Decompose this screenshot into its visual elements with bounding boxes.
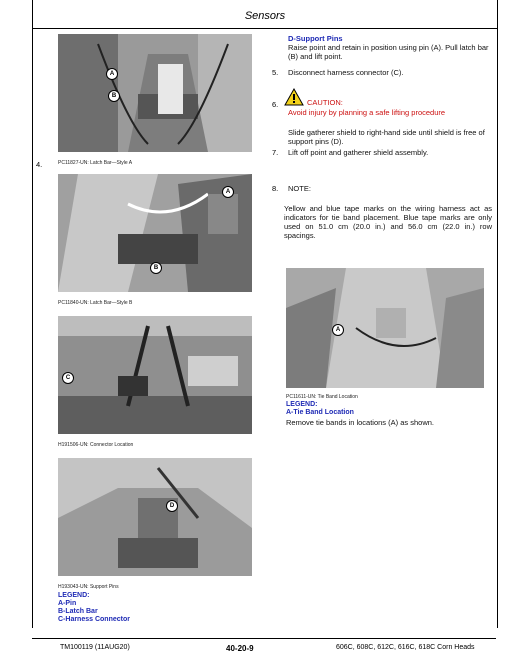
legend-left xyxy=(58,592,130,624)
caution-warning-icon xyxy=(284,88,304,106)
figure-caption-connector: H191506-UN: Connector Location xyxy=(58,442,134,448)
footer-divider xyxy=(32,638,496,639)
figure-caption-tie-band: PC11611-UN: Tie Band Location xyxy=(286,394,358,400)
step-raise-text: Raise point and retain in position using pin (A). Pull latch bar (B) and lift point. xyxy=(288,43,489,61)
callout-b: B xyxy=(150,262,162,274)
photo-connector-location xyxy=(58,316,252,434)
legend-title: LEGEND: xyxy=(58,592,90,599)
note-text: Yellow and blue tape marks on the wiring harness act as indicators for tie band placement. Blue tape marks are only used on 51.0 cm (20.0 in.) and 56.0 cm (22.0 in.) row spacings. xyxy=(284,204,492,240)
legend-item-pin: A-Pin xyxy=(58,600,77,607)
callout-c: C xyxy=(62,372,74,384)
legend-item-harness-connector: C-Harness Connector xyxy=(58,616,130,623)
figure-caption-style-b: PC11840-UN: Latch Bar—Style B xyxy=(58,300,133,306)
step-4-number: 4. xyxy=(36,160,43,169)
legend-right-title: LEGEND: xyxy=(286,401,318,408)
figure-caption-style-a: PC11827-UN: Latch Bar—Style A xyxy=(58,160,133,166)
caution-text: Avoid injury by planning a safe lifting procedure xyxy=(288,108,446,117)
footer-doc-id: TM100119 (11AUG20) xyxy=(60,644,130,651)
callout-a: A xyxy=(106,68,118,80)
step-7-number: 7. xyxy=(272,148,279,157)
slide-shield-text: Slide gatherer shield to right-hand side until shield is free of support pins (D). xyxy=(288,128,485,146)
footer-model-list: 606C, 608C, 612C, 616C, 618C Corn Heads xyxy=(336,644,475,651)
legend-support-pins: D-Support Pins xyxy=(288,34,343,43)
step-5-text: Disconnect harness connector (C). xyxy=(288,68,404,77)
step-7-text: Lift off point and gatherer shield assembly. xyxy=(288,148,429,157)
legend-item-latch-bar: B-Latch Bar xyxy=(58,608,98,615)
remove-tie-bands-text: Remove tie bands in locations (A) as shown. xyxy=(286,418,434,427)
note-label: NOTE: xyxy=(288,184,311,193)
section-title: Sensors xyxy=(244,10,286,22)
header-frame xyxy=(32,0,498,29)
footer-page-number: 40-20-9 xyxy=(226,644,254,653)
callout-d: D xyxy=(166,500,178,512)
callout-a: A xyxy=(222,186,234,198)
photo-tie-band-location xyxy=(286,268,484,388)
caution-label: CAUTION: xyxy=(307,98,343,107)
callout-a-tie-band: A xyxy=(332,324,344,336)
step-5-number: 5. xyxy=(272,68,279,77)
legend-item-tie-band: A-Tie Band Location xyxy=(286,409,354,416)
photo-latch-bar-style-b xyxy=(58,174,252,292)
step-8-number: 8. xyxy=(272,184,279,193)
photo-latch-bar-style-a xyxy=(58,34,252,152)
photo-support-pins xyxy=(58,458,252,576)
step-6-number: 6. xyxy=(272,100,279,109)
callout-b: B xyxy=(108,90,120,102)
figure-caption-support-pins: H193043-UN: Support Pins xyxy=(58,584,119,590)
